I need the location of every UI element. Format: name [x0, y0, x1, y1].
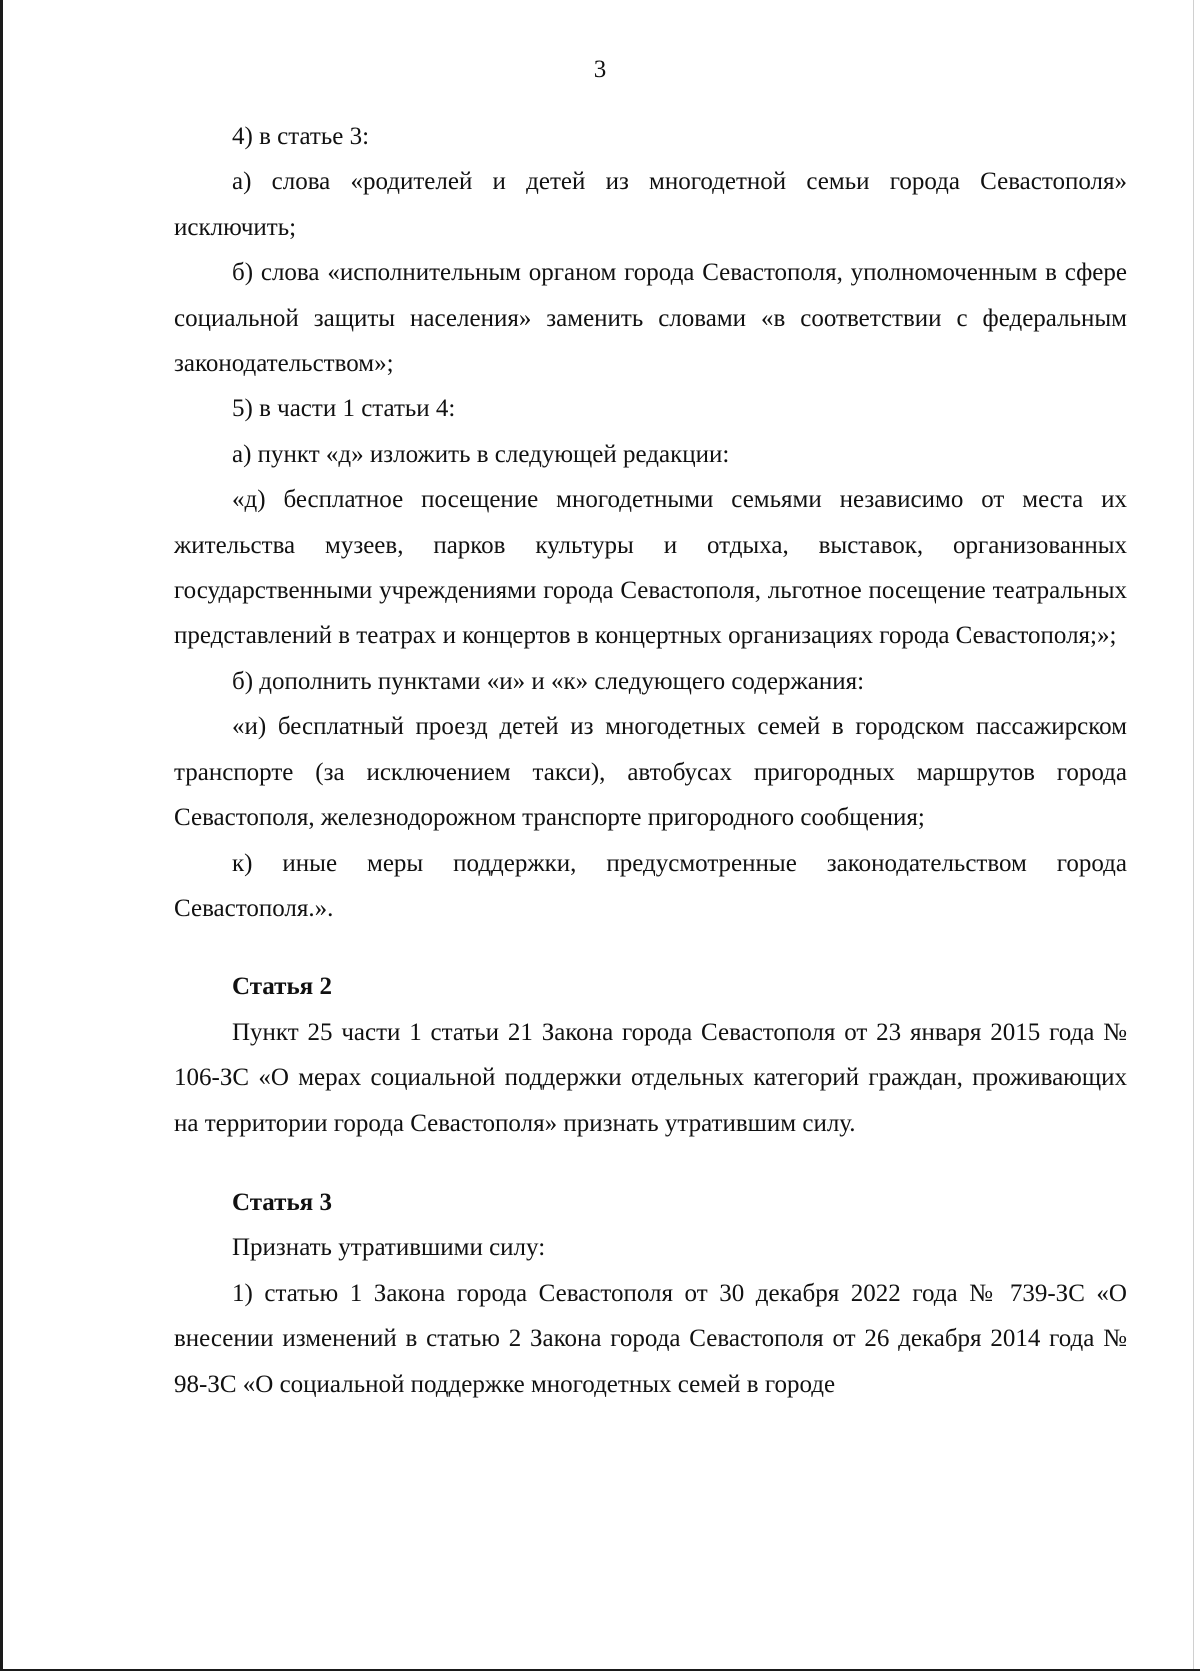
paragraph-point-i: «и) бесплатный проезд детей из многодетных семей в городском пассажирском транспорте (за исключением такси), автобусах пригородных маршрутов города Севастополя, железнодорожном транспорте пригородного сообщения; — [174, 713, 1127, 832]
paragraph-subitem-a: а) слова «родителей и детей из многодетной семьи города Севастополя» исключить; — [174, 168, 1127, 241]
paragraph-subitem-b: б) слова «исполнительным органом города Севастополя, уполномоченным в сфере социальной защиты населения» заменить словами «в соответствии с федеральным законодательством»; — [174, 259, 1127, 378]
scan-border-bottom — [0, 1669, 1200, 1679]
document-body — [174, 114, 1127, 1407]
paragraph-item-5: 5) в части 1 статьи 4: — [232, 395, 456, 423]
paragraph-item-4: 4) в статье 3: — [232, 123, 370, 150]
paragraph-subitem-b-2: б) дополнить пунктами «и» и «к» следующего содержания: — [232, 667, 865, 695]
article-3-intro: Признать утратившими силу: — [232, 1234, 546, 1262]
paragraph-subitem-a-2: а) пункт «д» изложить в следующей редакции: — [232, 440, 730, 468]
scan-border-right — [1193, 0, 1200, 1679]
paragraph-point-d: «д) бесплатное посещение многодетными семьями независимо от места их жительства музеев, парков культуры и отдыха, выставок, организованных государственными учреждениями города Севастополя, льготное посещение театральных представлений в театрах и концертов в концертных организациях города Севастополя;»; — [174, 486, 1127, 650]
section-spacer — [174, 931, 1127, 964]
scan-border-left — [0, 0, 3, 1679]
article-2-text: Пункт 25 части 1 статьи 21 Закона города Севастополя от 23 января 2015 года № 106-ЗС «О мерах социальной поддержки отдельных категорий граждан, проживающих на территории города Севастополя» признать утратившим силу. — [174, 1018, 1127, 1137]
paragraph-point-k: к) иные меры поддержки, предусмотренные законодательством города Севастополя.». — [174, 849, 1127, 922]
article-3-heading: Статья 3 — [232, 1188, 332, 1216]
section-spacer — [174, 1146, 1127, 1180]
article-2-heading: Статья 2 — [232, 973, 332, 1001]
article-3-item-1: 1) статью 1 Закона города Севастополя от 30 декабря 2022 года № 739-ЗС «О внесении изменений в статью 2 Закона города Севастополя от 26 декабря 2014 года № 98-ЗС «О социальной поддержке многодетных семей в городе — [174, 1279, 1127, 1398]
page-number: 3 — [593, 56, 607, 83]
